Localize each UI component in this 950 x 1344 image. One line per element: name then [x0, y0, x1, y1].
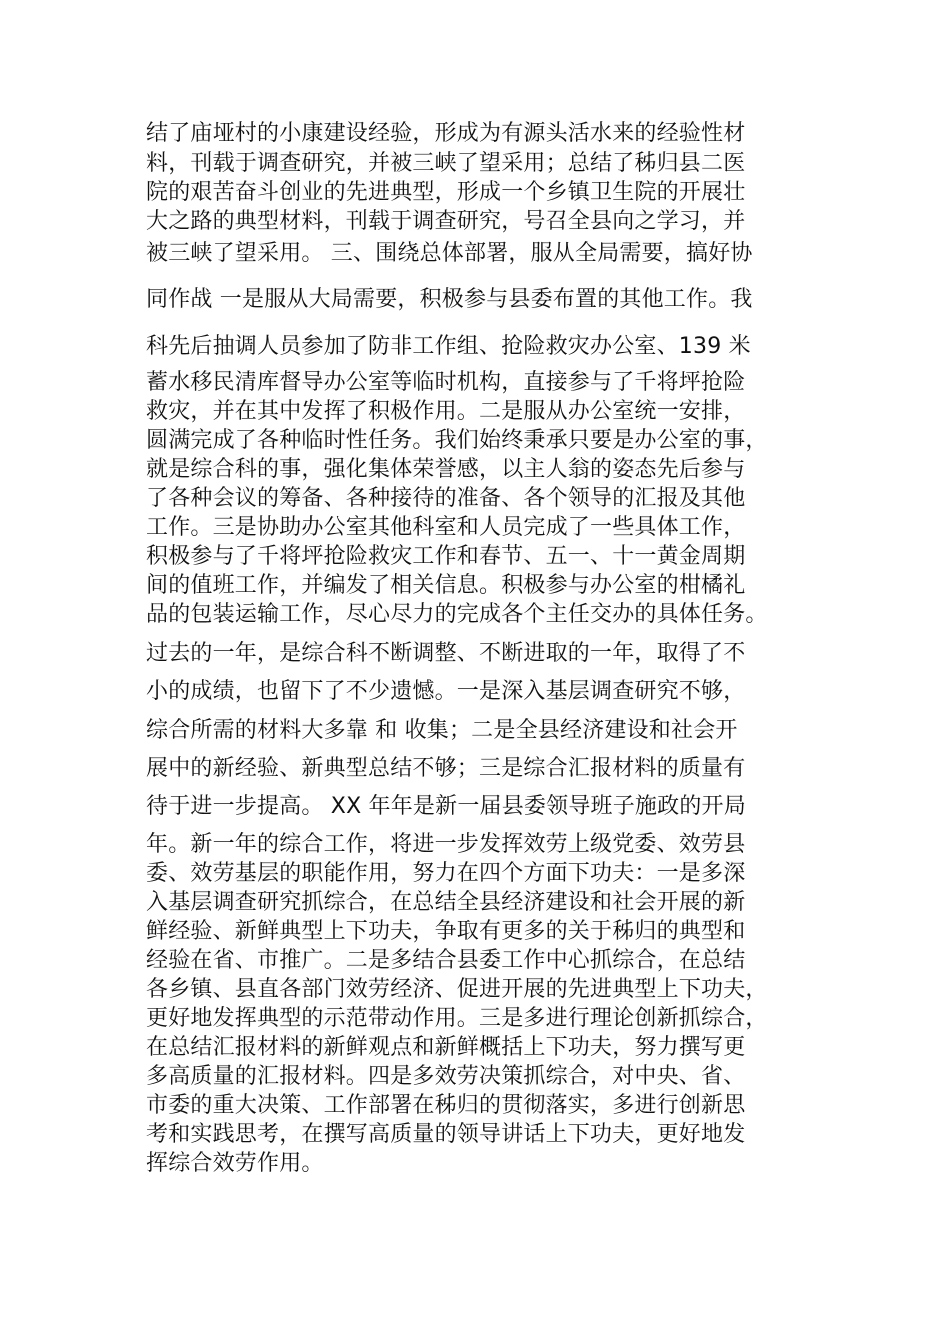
- text-line-3: 院的艰苦奋斗创业的先进典型，形成一个乡镇卫生院的开展壮: [146, 180, 746, 205]
- text-line-33: 挥综合效劳作用。: [146, 1151, 324, 1176]
- text-line-11: 就是综合科的事，强化集体荣誉感，以主人翁的姿态先后参与: [146, 457, 746, 482]
- text-line-12: 了各种会议的筹备、各种接待的准备、各个领导的汇报及其他: [146, 486, 746, 511]
- text-line-20: 展中的新经验、新典型总结不够；三是综合汇报材料的质量有: [146, 756, 746, 781]
- text-line-2: 料，刊载于调查研究，并被三峡了望采用；总结了秭归县二医: [146, 151, 746, 176]
- text-line-17: 过去的一年，是综合科不断调整、不断进取的一年，取得了不: [146, 641, 746, 666]
- text-line-30: 多高质量的汇报材料。四是多效劳决策抓综合，对中央、省、: [146, 1064, 746, 1089]
- text-line-19: 综合所需的材料大多靠 和 收集；二是全县经济建设和社会开: [146, 718, 738, 743]
- text-line-22: 年。新一年的综合工作，将进一步发挥效劳上级党委、效劳县: [146, 832, 746, 857]
- text-line-23: 委、效劳基层的职能作用，努力在四个方面下功夫：一是多深: [146, 861, 746, 886]
- text-line-28: 更好地发挥典型的示范带动作用。三是多进行理论创新抓综合，: [146, 1006, 768, 1031]
- text-line-16: 品的包装运输工作，尽心尽力的完成各个主任交办的具体任务。: [146, 602, 768, 627]
- text-line-31: 市委的重大决策、工作部署在秭归的贯彻落实，多进行创新思: [146, 1093, 746, 1118]
- text-line-1: 结了庙垭村的小康建设经验，形成为有源头活水来的经验性材: [146, 121, 746, 146]
- text-line-32: 考和实践思考，在撰写高质量的领导讲话上下功夫，更好地发: [146, 1122, 746, 1147]
- text-line-27: 各乡镇、县直各部门效劳经济、促进开展的先进典型上下功夫，: [146, 977, 768, 1002]
- text-line-24: 入基层调查研究抓综合，在总结全县经济建设和社会开展的新: [146, 890, 746, 915]
- text-line-25: 鲜经验、新鲜典型上下功夫，争取有更多的关于秭归的典型和: [146, 919, 746, 944]
- text-line-10: 圆满完成了各种临时性任务。我们始终秉承只要是办公室的事，: [146, 428, 768, 453]
- text-line-8: 蓄水移民清库督导办公室等临时机构，直接参与了千将坪抢险: [146, 370, 746, 395]
- text-line-9: 救灾，并在其中发挥了积极作用。二是服从办公室统一安排，: [146, 399, 746, 424]
- text-line-14: 积极参与了千将坪抢险救灾工作和春节、五一、十一黄金周期: [146, 544, 746, 569]
- text-line-4: 大之路的典型材料，刊载于调查研究，号召全县向之学习，并: [146, 209, 746, 234]
- text-line-18: 小的成绩，也留下了不少遗憾。一是深入基层调查研究不够，: [146, 679, 746, 704]
- text-line-21: 待于进一步提高。 XX 年年是新一届县委领导班子施政的开局: [146, 794, 746, 819]
- text-line-5: 被三峡了望采用。 三、围绕总体部署，服从全局需要，搞好协: [146, 241, 753, 266]
- text-line-7: 科先后抽调人员参加了防非工作组、抢险救灾办公室、139 米: [146, 334, 751, 359]
- text-line-6: 同作战 一是服从大局需要，积极参与县委布置的其他工作。我: [146, 287, 753, 312]
- text-line-13: 工作。三是协助办公室其他科室和人员完成了一些具体工作，: [146, 515, 746, 540]
- text-line-15: 间的值班工作，并编发了相关信息。积极参与办公室的柑橘礼: [146, 573, 746, 598]
- text-line-29: 在总结汇报材料的新鲜观点和新鲜概括上下功夫，努力撰写更: [146, 1035, 746, 1060]
- text-line-26: 经验在省、市推广。二是多结合县委工作中心抓综合，在总结: [146, 948, 746, 973]
